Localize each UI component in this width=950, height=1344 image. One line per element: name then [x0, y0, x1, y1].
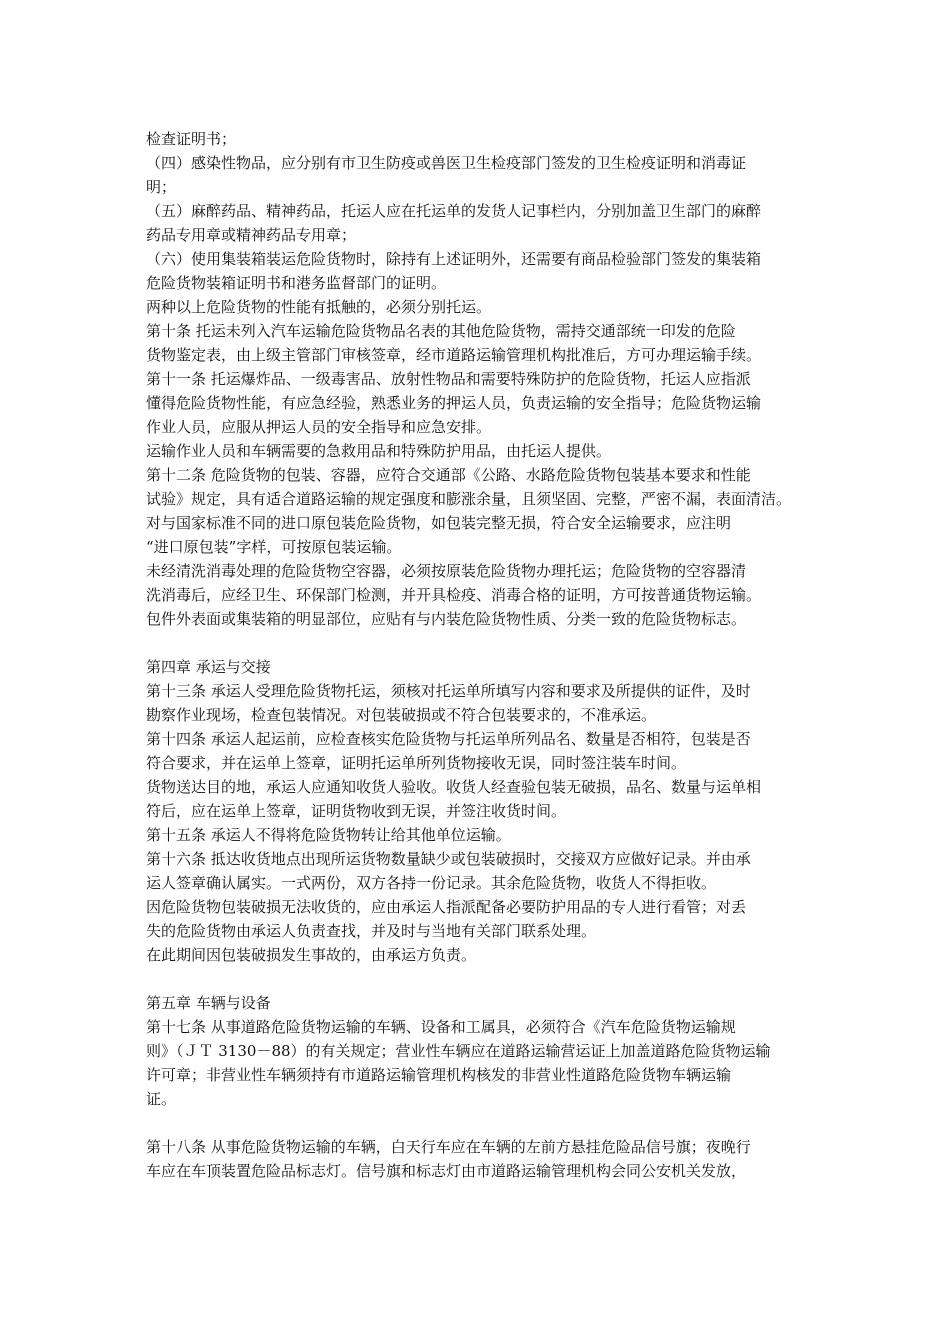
article-10: 第十条 托运未列入汽车运输危险货物品名表的其他危险货物，需持交通部统一印发的危险 货物鉴定表，由上级主管部门审核签章，经市道路运输管理机构批准后，方可办理运输手续。 [146, 322, 762, 364]
paragraph: 运输作业人员和车辆需要的急救用品和特殊防护用品，由托运人提供。 [146, 442, 612, 460]
article-13: 第十三条 承运人受理危险货物托运，须核对托运单所填写内容和要求及所提供的证件，及时 勘察作业现场，检查包装情况。对包装破损或不符合包装要求的，不准承运。 [146, 682, 751, 724]
paragraph: 未经清洗消毒处理的危险货物空容器，必须按原装危险货物办理托运；危险货物的空容器清 洗消毒后，应经卫生、环保部门检测，并开具检疫、消毒合格的证明，方可按普通货物运输。 [146, 562, 762, 604]
paragraph: 因危险货物包装破损无法收货的，应由承运人指派配备必要防护用品的专人进行看管；对丢 失的危险货物由承运人负责查找，并及时与当地有关部门联系处理。 [146, 898, 747, 940]
paragraph: 对与国家标准不同的进口原包装危险货物，如包装完整无损，符合安全运输要求，应注明 “进口原包装”字样，可按原包装运输。 [146, 514, 732, 556]
article-16: 第十六条 抵达收货地点出现所运货物数量缺少或包装破损时，交接双方应做好记录。并由承 运人签章确认属实。一式两份，双方各持一份记录。其余危险货物，收货人不得拒收。 [146, 850, 751, 892]
paragraph: 包件外表面或集装箱的明显部位，应贴有与内装危险货物性质、分类一致的危险货物标志。 [146, 610, 747, 628]
article-12: 第十二条 危险货物的包装、容器，应符合交通部《公路、水路危险货物包装基本要求和性能 试验》规定，具有适合道路运输的规定强度和膨涨余量，且须坚固、完整，严密不漏，表面清洁。 [146, 466, 792, 508]
blank-line [146, 1111, 810, 1135]
article-14: 第十四条 承运人起运前，应检查核实危险货物与托运单所列品名、数量是否相符，包装是否 符合要求，并在运单上签章，证明托运单所列货物接收无误，同时签注装车时间。 [146, 730, 751, 772]
paragraph: 在此期间因包装破损发生事故的，由承运方负责。 [146, 946, 477, 964]
paragraph: 货物送达目的地，承运人应通知收货人验收。收货人经查验包装无破损，品名、数量与运单相 符后，应在运单上签章，证明货物收到无误，并签注收货时间。 [146, 778, 762, 820]
blank-line [146, 967, 810, 991]
paragraph: 检查证明书； [146, 130, 237, 148]
paragraph: （四）感染性物品，应分别有市卫生防疫或兽医卫生检疫部门签发的卫生检疫证明和消毒证 明； [146, 154, 747, 196]
paragraph: 两种以上危险货物的性能有抵触的，必须分别托运。 [146, 298, 492, 316]
article-18: 第十八条 从事危险货物运输的车辆，白天行车应在车辆的左前方悬挂危险品信号旗；夜晚行 车应在车顶装置危险品标志灯。信号旗和标志灯由市道路运输管理机构会同公安机关发放， [146, 1138, 751, 1180]
paragraph: （五）麻醉药品、精神药品，托运人应在托运单的发货人记事栏内，分别加盖卫生部门的麻醉 药品专用章或精神药品专用章； [146, 202, 762, 244]
article-17: 第十七条 从事道路危险货物运输的车辆、设备和工属具，必须符合《汽车危险货物运输规 则》（ＪＴ 3130－88）的有关规定；营业性车辆应在道路运输营运证上加盖道路危险货物运输 许可章；非营业性车辆须持有市道路运输管理机构核发的非营业性道路危险货物车辆运输 证。 [146, 1018, 771, 1108]
article-15: 第十五条 承运人不得将危险货物转让给其他单位运输。 [146, 826, 511, 844]
blank-line [146, 631, 810, 655]
chapter-4-heading: 第四章 承运与交接 [146, 658, 271, 676]
document-body [146, 127, 810, 1183]
paragraph: （六）使用集装箱装运危险货物时，除持有上述证明外，还需要有商品检验部门签发的集装箱 危险货物装箱证明书和港务监督部门的证明。 [146, 250, 762, 292]
chapter-5-heading: 第五章 车辆与设备 [146, 994, 271, 1012]
article-11: 第十一条 托运爆炸品、一级毒害品、放射性物品和需要特殊防护的危险货物，托运人应指派 懂得危险货物性能，有应急经验，熟悉业务的押运人员，负责运输的安全指导；危险货物运输 作业人员，应服从押运人员的安全指导和应急安排。 [146, 370, 762, 436]
